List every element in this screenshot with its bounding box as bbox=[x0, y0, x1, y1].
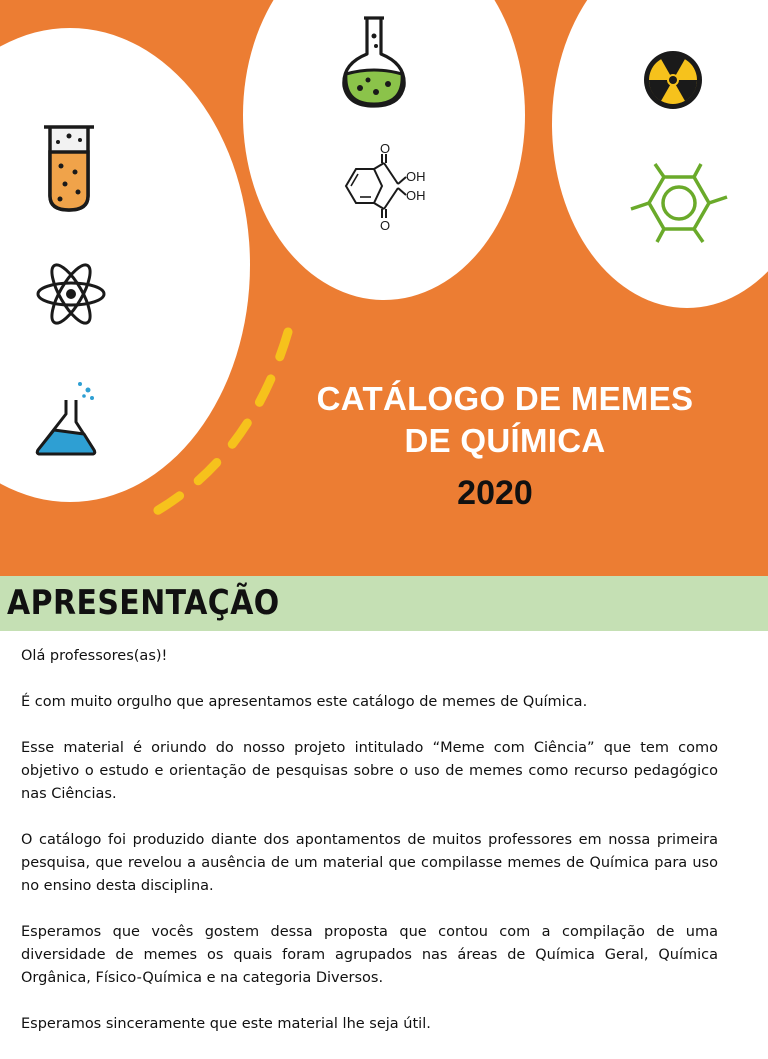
atom-icon bbox=[34, 256, 108, 332]
molecule-oh-1: OH bbox=[406, 169, 426, 184]
cover-title-line-1: CATÁLOGO DE MEMES bbox=[316, 380, 694, 417]
erlenmeyer-flask-icon bbox=[32, 378, 100, 458]
molecule-o-bottom: O bbox=[380, 218, 391, 230]
round-flask-icon bbox=[338, 14, 410, 110]
hexagon-molecule-icon bbox=[627, 160, 731, 246]
paragraph-intro: É com muito orgulho que apresentamos este catálogo de memes de Química. bbox=[21, 694, 588, 710]
decorative-dashed-arc bbox=[130, 320, 300, 534]
right-oval bbox=[552, 0, 768, 308]
cover-year: 2020 bbox=[457, 474, 533, 512]
ninhydrin-molecule-icon bbox=[340, 144, 432, 230]
section-heading: APRESENTAÇÃO bbox=[7, 583, 280, 623]
test-tube-icon bbox=[38, 122, 100, 216]
paragraph-motivation: O catálogo foi produzido diante dos apontamentos de muitos professores em nossa primeira pesquisa, que revelou a ausência de um material que compilasse memes de Química para uso no ensino desta disciplina. bbox=[21, 832, 718, 894]
molecule-o-top: O bbox=[380, 144, 391, 156]
radioactive-icon bbox=[641, 48, 705, 112]
presentation-text bbox=[21, 645, 718, 1059]
paragraph-greeting: Olá professores(as)! bbox=[21, 648, 168, 664]
paragraph-closing: Esperamos sinceramente que este material lhe seja útil. bbox=[21, 1016, 431, 1032]
cover-title-line-2: DE QUÍMICA bbox=[404, 422, 606, 459]
paragraph-contents: Esperamos que vocês gostem dessa proposta que contou com a compilação de uma diversidade de memes os quais foram agrupados nas áreas de Química Geral, Química Orgânica, Físico-Química e na categoria Diversos. bbox=[21, 924, 718, 986]
molecule-oh-2: OH bbox=[406, 188, 426, 203]
cover-title bbox=[280, 378, 730, 462]
paragraph-origin: Esse material é oriundo do nosso projeto intitulado “Meme com Ciência” que tem como objetivo o estudo e orientação de pesquisas sobre o uso de memes como recurso pedagógico nas Ciências. bbox=[21, 740, 718, 802]
